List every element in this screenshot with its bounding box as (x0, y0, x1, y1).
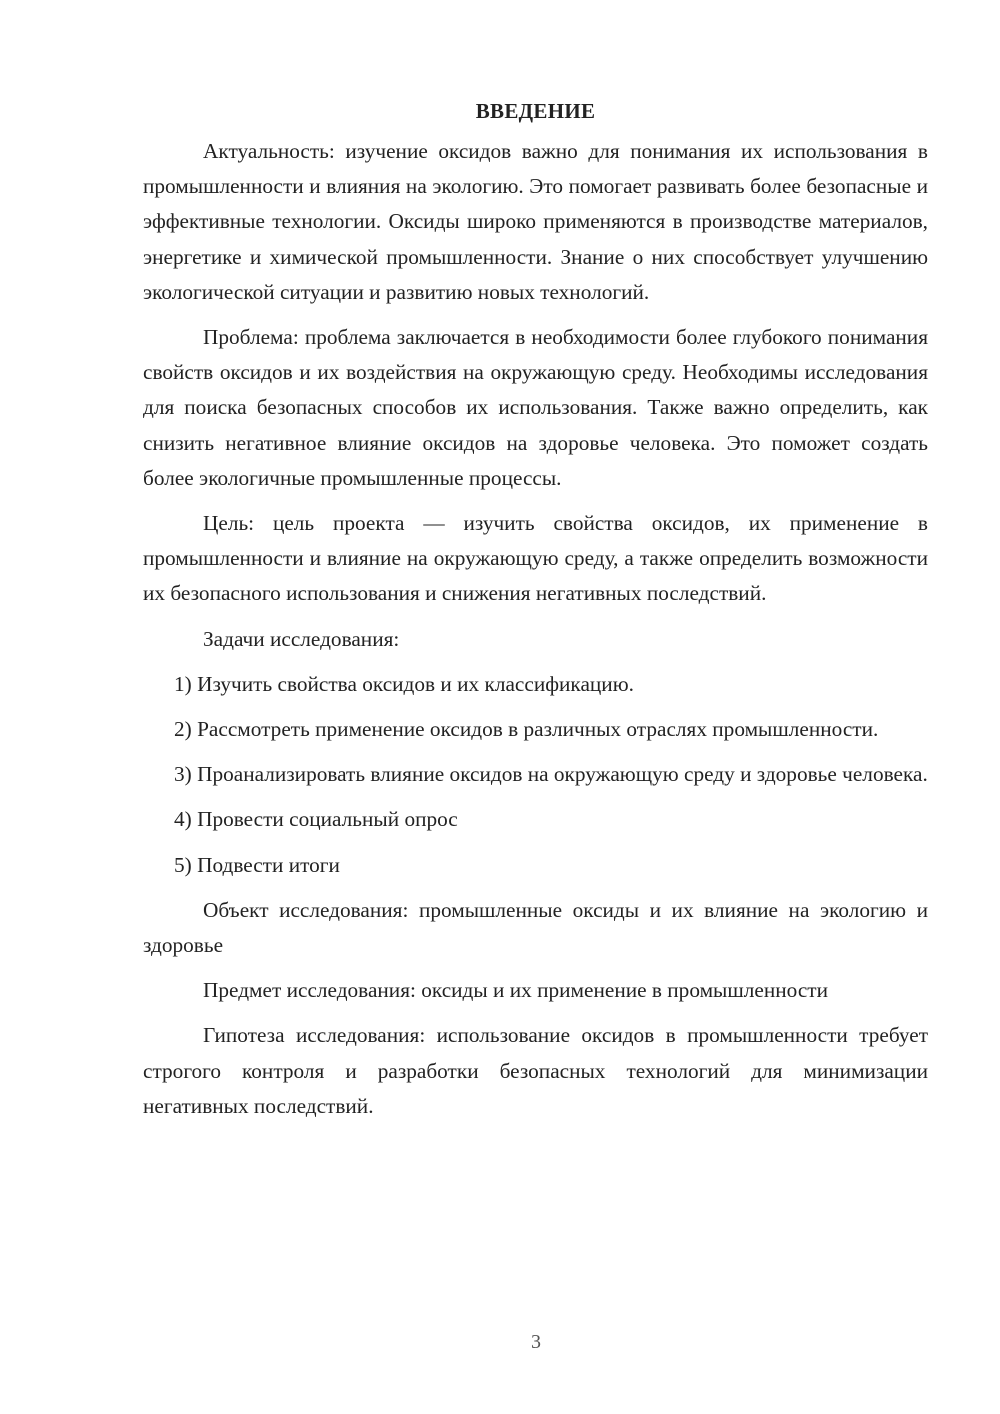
page-number: 3 (531, 1331, 541, 1353)
paragraph-hypothesis: Гипотеза исследования: использование оксидов в промышленности требует строгого контроля и разработки безопасных технологий для минимизации негативных последствий. (143, 1023, 928, 1118)
paragraph-relevance: Актуальность: изучение оксидов важно для понимания их использования в промышленности и влияния на экологию. Это помогает развивать более безопасные и эффективные технологии. Оксиды широко применяются в производстве материалов, энергетике и химической промышленности. Знание о них способствует улучшению экологической ситуации и развитию новых технологий. (143, 139, 928, 304)
document-page (143, 96, 928, 1134)
paragraph-goal: Цель: цель проекта — изучить свойства оксидов, их применение в промышленности и влияние на окружающую среду, а также определить возможности их безопасного использования и снижения негативных последствий. (143, 511, 928, 606)
task-item-2: 2) Рассмотреть применение оксидов в различных отраслях промышленности. (174, 717, 879, 742)
paragraph-problem: Проблема: проблема заключается в необходимости более глубокого понимания свойств оксидов и их воздействия на окружающую среду. Необходимы исследования для поиска безопасных способов их использования. Также важно определить, как снизить негативное влияние оксидов на здоровье человека. Это поможет создать более экологичные промышленные процессы. (143, 325, 928, 490)
page-title: ВВЕДЕНИЕ (475, 99, 596, 123)
task-item-3: 3) Проанализировать влияние оксидов на окружающую среду и здоровье человека. (174, 762, 928, 787)
paragraph-object: Объект исследования: промышленные оксиды и их влияние на экологию и здоровье (143, 897, 928, 958)
task-item-1: 1) Изучить свойства оксидов и их классификацию. (174, 671, 634, 696)
task-item-4: 4) Провести социальный опрос (174, 807, 458, 832)
tasks-heading: Задачи исследования: (203, 626, 400, 651)
task-item-5: 5) Подвести итоги (174, 852, 340, 877)
paragraph-subject: Предмет исследования: оксиды и их применение в промышленности (203, 978, 828, 1003)
